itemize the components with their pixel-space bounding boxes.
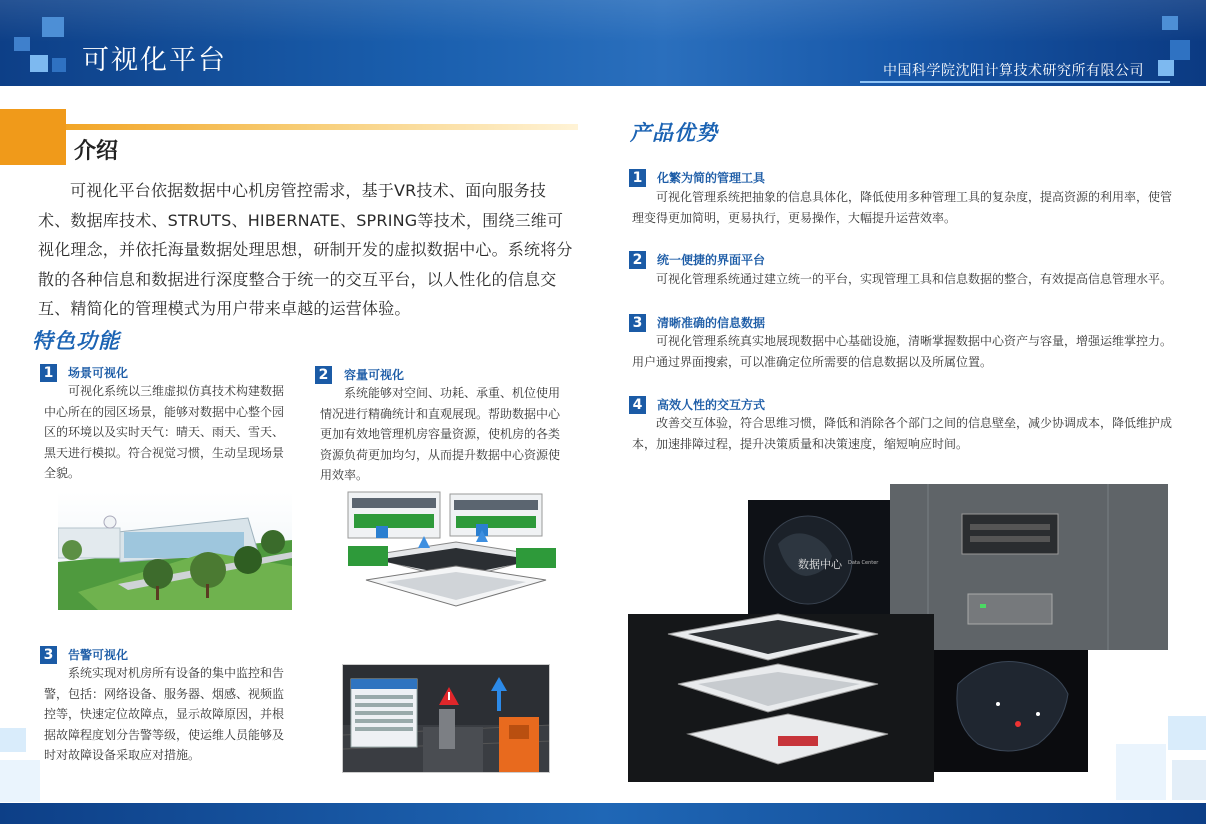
feature-3-number-icon: 3 [40,646,57,664]
advantage-4-title: 高效人性的交互方式 [657,398,766,412]
intro-text: 可视化平台依据数据中心机房管控需求，基于VR技术、面向服务技术、数据库技术、STRUTS、HIBERNATE、SPRING等技术，围绕三维可视化理念，并依托海量数据处理思想，研制开发的虚拟数据中心。系统将分散的各种信息和数据进行深度整合于统一的交互平台，以人性化的信息交互、精简化的管理模式为用户带来卓越的运营体验。 [38,181,573,318]
header-decor-square [30,55,48,72]
advantage-4-number-icon: 4 [629,396,646,414]
decor-square [0,760,40,802]
header-decor-square [1170,40,1190,60]
advantage-1-title: 化繁为简的管理工具 [657,171,766,185]
feature-1-title: 场景可视化 [68,366,129,380]
header-decor-square [1162,16,1178,30]
advantages-heading: 产品优势 [630,121,718,145]
header-banner [0,0,1206,86]
intro-accent-bar [66,124,578,130]
features-heading: 特色功能 [32,329,120,353]
page-title: 可视化平台 [82,45,227,76]
advantage-4-text: 改善交互体验，符合思维习惯，降低和消除各个部门之间的信息壁垒，减少协调成本，降低维护成本，加速排障过程，提升决策质量和决策速度，缩短响应时间。 [632,416,1173,451]
decor-square [1168,716,1206,750]
feature-2-number-icon: 2 [315,366,332,384]
header-decor-square [42,17,64,37]
advantage-3-title: 清晰准确的信息数据 [657,316,766,330]
header-decor-square [1158,60,1174,76]
advantage-2-title: 统一便捷的界面平台 [657,253,766,267]
header-decor-square [14,37,30,51]
header-decor-square [52,58,66,72]
header-underline [860,81,1170,83]
decor-square [1172,760,1206,800]
decor-square [1116,744,1166,800]
decor-square [0,728,26,752]
feature-2-text: 系统能够对空间、功耗、承重、机位使用情况进行精确统计和直观展现。帮助数据中心更加有效地管理机房容量资源，使机房的各类资源负荷更加均匀，从而提升数据中心资源使用效率。 [320,386,561,482]
alarm-visualization-image [342,664,550,773]
intro-accent-block [0,109,66,165]
advantage-1-text: 可视化管理系统把抽象的信息具体化，降低使用多种管理工具的复杂度，提高资源的利用率，使管理变得更加简明，更易执行，更易操作，大幅提升运营效率。 [632,190,1173,225]
capacity-visualization-image [346,490,566,612]
header-gloss [0,0,1206,42]
collage-globe-sublabel: Data Center [848,560,879,566]
intro-title: 介绍 [74,139,119,164]
advantage-2-text: 可视化管理系统通过建立统一的平台，实现管理工具和信息数据的整合，有效提高信息管理水平。 [656,272,1173,286]
collage-globe-label: 数据中心 [798,558,842,571]
campus-scene-image [58,492,292,610]
advantage-2-number-icon: 2 [629,251,646,269]
feature-1-text: 可视化系统以三维虚拟仿真技术构建数据中心所在的园区场景，能够对数据中心整个园区的环境以及实时天气：晴天、雨天、雪天、黑天进行模拟。符合视觉习惯，生动呈现场景全貌。 [44,384,285,480]
product-collage-image [628,484,1168,782]
advantage-3-number-icon: 3 [629,314,646,332]
feature-1-number-icon: 1 [40,364,57,382]
footer-band [0,803,1206,824]
feature-2-title: 容量可视化 [344,368,405,382]
feature-3-title: 告警可视化 [68,648,129,662]
company-name: 中国科学院沈阳计算技术研究所有限公司 [883,63,1144,79]
advantage-1-number-icon: 1 [629,169,646,187]
advantage-3-text: 可视化管理系统真实地展现数据中心基础设施，清晰掌握数据中心资产与容量，增强运维掌控力。用户通过界面搜索，可以准确定位所需要的信息数据以及所属位置。 [632,334,1173,369]
feature-3-text: 系统实现对机房所有设备的集中监控和告警，包括：网络设备、服务器、烟感、视频监控等，快速定位故障点，显示故障原因，并根据故障程度划分告警等级，使运维人员能够及时对故障设备采取应对措施。 [44,666,285,762]
